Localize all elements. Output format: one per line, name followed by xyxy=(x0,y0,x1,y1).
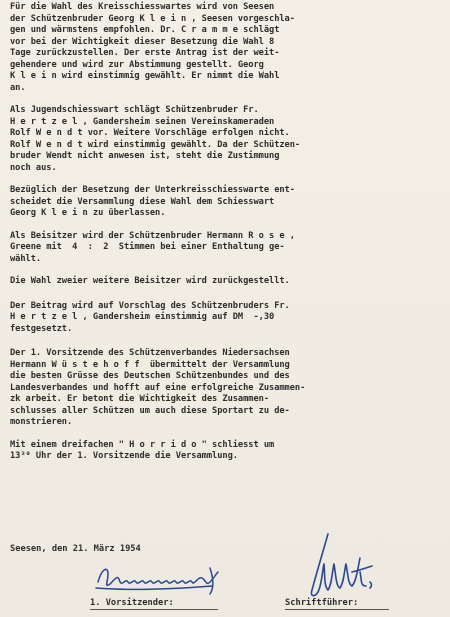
text-line: Greene mit 4 : 2 Stimmen bei einer Enthaltung ge- xyxy=(10,242,285,252)
text-line: an. xyxy=(10,82,26,93)
text-line: Als Jugendschiesswart schlägt Schützenbruder Fr. xyxy=(10,105,259,115)
text-line: H e r t z e l , Gandersheim einstimmig auf DM -,30 xyxy=(10,312,275,322)
text-line: Als Beisitzer wird der Schützenbruder Hermann R o s e , xyxy=(10,230,295,241)
text-line: Der Beitrag wird auf Vorschlag des Schützenbruders Fr. xyxy=(10,300,290,311)
paragraph-beitrag xyxy=(10,301,442,336)
text-line: Der 1. Vorsitzende des Schützenverbandes Niedersachsen xyxy=(10,348,290,358)
paragraph-kreisschiesswart xyxy=(10,2,442,94)
text-line: wählt. xyxy=(10,253,42,264)
paragraph-jugendschiesswart xyxy=(10,105,442,174)
paragraph-unterkreisschiesswarte xyxy=(10,185,442,220)
paragraph-horrido xyxy=(10,440,442,463)
date-line: Seesen, den 21. März 1954 xyxy=(10,544,141,554)
underline-schriftfuehrer xyxy=(285,609,389,610)
text-line: gen und wärmstens empfohlen. Dr. C r a m m e schlägt xyxy=(10,25,280,35)
text-line: schlusses aller Schützen um auch diese Sportart zu de- xyxy=(10,405,290,416)
underline-vorsitzender xyxy=(90,609,218,610)
text-line: Rolf W e n d t vor. Weitere Vorschläge erfolgen nicht. xyxy=(10,128,290,138)
text-line: Bezüglich der Besetzung der Unterkreisschiesswarte ent- xyxy=(10,185,295,195)
text-line: gehendere und wird zur Abstimmung gestellt. Georg xyxy=(10,59,264,70)
text-line: 13³⁰ Uhr der 1. Vorsitzende die Versammlung. xyxy=(10,451,238,461)
text-line: Mit einem dreifachen " H o r r i d o " schliesst um xyxy=(10,439,275,450)
text-line: Hermann W ü s t e h o f f übermittelt der Versammlung xyxy=(10,359,290,370)
text-line: Landesverbandes und hofft auf eine erfolgreiche Zusammen- xyxy=(10,382,306,393)
text-line: scheidet die Versammlung diese Wahl dem Schiesswart xyxy=(10,196,275,207)
paragraph-vorsitzender-gruesse xyxy=(10,348,442,429)
text-line: Georg K l e i n zu überlassen. xyxy=(10,208,166,218)
text-line: Für die Wahl des Kreisschiesswartes wird von Seesen xyxy=(10,2,275,12)
paragraph-weitere-beisitzer xyxy=(10,276,442,288)
text-line: zk arbeit. Er betont die Wichtigkeit des Zusammen- xyxy=(10,394,270,404)
text-line: H e r t z e l , Gandersheim seinen Vereinskameraden xyxy=(10,116,275,127)
text-line: Tage zurückzustellen. Der erste Antrag ist der weit- xyxy=(10,48,280,58)
paragraph-beisitzer xyxy=(10,231,442,266)
text-line: festgesetzt. xyxy=(10,323,73,334)
text-line: monstrieren. xyxy=(10,417,73,427)
text-line: noch aus. xyxy=(10,162,57,173)
document-body xyxy=(10,2,442,474)
text-line: der Schützenbruder Georg K l e i n , Seesen vorgeschla- xyxy=(10,13,295,24)
text-line: K l e i n wird einstimmig gewählt. Er nimmt die Wahl xyxy=(10,71,280,81)
role-vorsitzender: 1. Vorsitzender: xyxy=(90,598,174,608)
role-schriftfuehrer: Schriftführer: xyxy=(285,598,359,608)
text-line: bruder Wendt nicht anwesen ist, steht die Zustimmung xyxy=(10,151,280,161)
signature-schriftfuehrer xyxy=(300,528,390,606)
text-line: vor bei der Wichtigkeit dieser Besetzung die Wahl 8 xyxy=(10,36,275,47)
text-line: Rolf W e n d t wird einstimmig gewählt. Da der Schützen- xyxy=(10,139,301,150)
signature-vorsitzender xyxy=(92,560,232,596)
text-line: Die Wahl zweier weitere Beisitzer wird zurückgestellt. xyxy=(10,276,290,286)
text-line: die besten Grüsse des Deutschen Schützenbundes und des xyxy=(10,371,290,381)
